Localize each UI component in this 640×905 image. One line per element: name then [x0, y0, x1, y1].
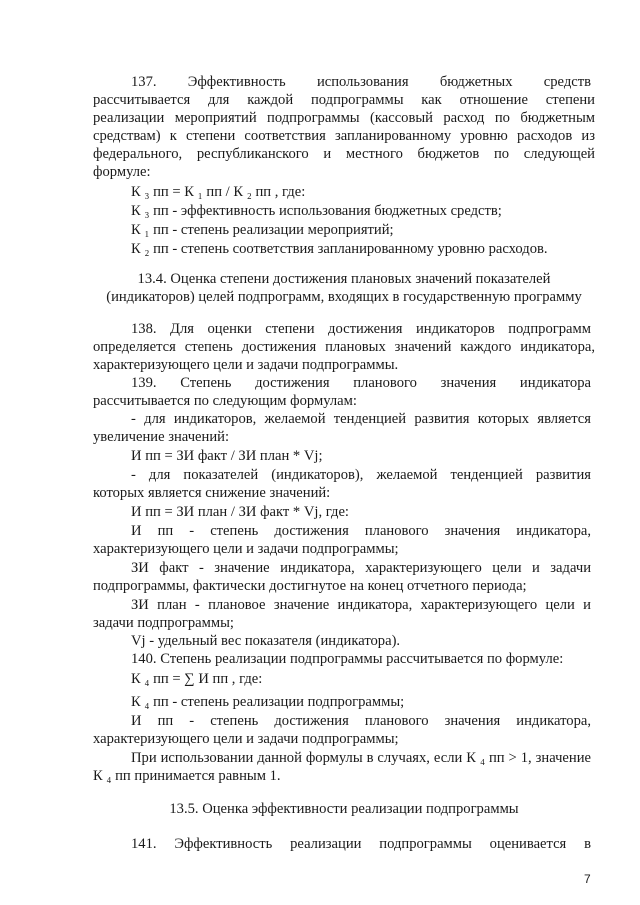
k4-condition-line-2: К ₄ пп принимается равным 1.: [93, 768, 281, 784]
para-139-line-3: - для индикаторов, желаемой тенденцией развития которых является: [131, 411, 591, 427]
def-k2: К ₂ пп - степень соответствия запланированному уровню расходов.: [131, 241, 548, 257]
section-13-4-heading-line-1: 13.4. Оценка степени достижения плановых значений показателей: [137, 271, 551, 287]
def-k1: К ₁ пп - степень реализации мероприятий;: [131, 222, 394, 238]
para-139-line-2: рассчитывается по следующим формулам:: [93, 393, 357, 409]
def-fact-line-2: подпрограммы, фактически достигнутое на конец отчетного периода;: [93, 578, 527, 594]
para-137-line-1: 137. Эффективность использования бюджетных средств: [131, 74, 591, 90]
def-vj: Vj - удельный вес показателя (индикатора).: [131, 633, 401, 649]
para-139-line-4: увеличение значений:: [93, 429, 230, 445]
def-indicator-line-2: характеризующего цели и задачи подпрограммы;: [93, 541, 399, 557]
section-13-4-heading-line-2: (индикаторов) целей подпрограмм, входящих в государственную программу: [106, 289, 582, 305]
def-plan-line-2: задачи подпрограммы;: [93, 615, 234, 631]
k4-condition-line-1: При использовании данной формулы в случаях, если К ₄ пп > 1, значение: [131, 750, 591, 766]
formula-k3: К ₃ пп = К ₁ пп / К ₂ пп , где:: [131, 184, 306, 200]
page-number: 7: [584, 872, 591, 886]
para-137-line-6: формуле:: [93, 164, 151, 180]
def-k3: К ₃ пп - эффективность использования бюджетных средств;: [131, 203, 502, 219]
def-k4: К ₄ пп - степень реализации подпрограммы;: [131, 694, 405, 710]
def-indicator-line-1: И пп - степень достижения планового значения индикатора,: [131, 523, 591, 539]
def-plan-line-1: ЗИ план - плановое значение индикатора, характеризующего цели и: [131, 597, 591, 613]
para-137-line-4: средствам) к степени соответствия запланированному уровню расходов из: [93, 128, 595, 144]
para-141-line-1: 141. Эффективность реализации подпрограммы оценивается в: [131, 836, 591, 852]
para-138-line-2: определяется степень достижения плановых значений каждого индикатора,: [93, 339, 595, 355]
para-137-line-3: реализации мероприятий подпрограммы (кассовый расход по бюджетным: [93, 110, 595, 126]
para-139-decrease-line-2: которых является снижение значений:: [93, 485, 331, 501]
para-138-line-1: 138. Для оценки степени достижения индикаторов подпрограмм: [131, 321, 591, 337]
def-k4-indicator-line-1: И пп - степень достижения планового значения индикатора,: [131, 713, 591, 729]
formula-indicator-increase: И пп = ЗИ факт / ЗИ план * Vj;: [131, 448, 323, 464]
para-139-decrease-line-1: - для показателей (индикаторов), желаемой тенденцией развития: [131, 467, 591, 483]
para-140: 140. Степень реализации подпрограммы рассчитывается по формуле:: [131, 651, 564, 667]
def-fact-line-1: ЗИ факт - значение индикатора, характеризующего цели и задачи: [131, 560, 591, 576]
formula-indicator-decrease: И пп = ЗИ план / ЗИ факт * Vj, где:: [131, 504, 349, 520]
para-139-line-1: 139. Степень достижения планового значения индикатора: [131, 375, 591, 391]
para-137-line-5: федерального, республиканского и местного бюджетов по следующей: [93, 146, 595, 162]
def-k4-indicator-line-2: характеризующего цели и задачи подпрограммы;: [93, 731, 399, 747]
formula-k4: К ₄ пп = ∑ И пп , где:: [131, 671, 263, 687]
section-13-5-heading: 13.5. Оценка эффективности реализации подпрограммы: [169, 801, 519, 817]
para-137-line-2: рассчитывается для каждой подпрограммы как отношение степени: [93, 92, 595, 108]
para-138-line-3: характеризующего цели и задачи подпрограммы.: [93, 357, 399, 373]
